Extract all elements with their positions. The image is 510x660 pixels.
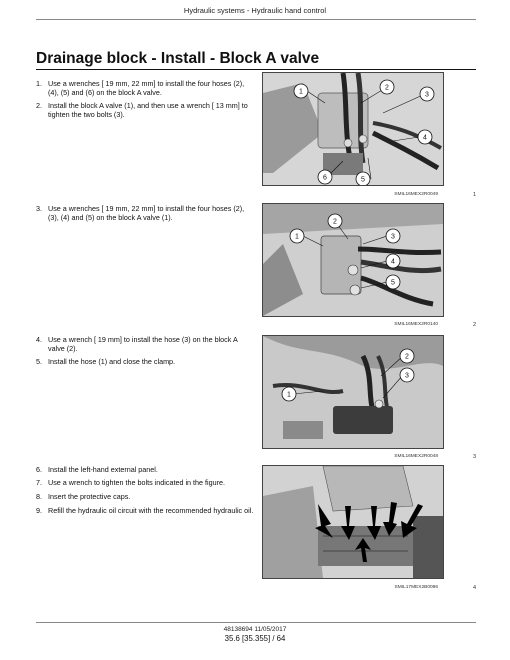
figure-ref: SMIL16MEX2R0140 [394, 322, 438, 327]
figure-ref: SMIL16MEX2R0049 [394, 192, 438, 197]
step-text: Use a wrench to tighten the bolts indicated in the figure. [48, 478, 225, 487]
step-text: Use a wrenches [ 19 mm, 22 mm] to install the four hoses (2), (3), (4) and (5) on the block A valve (1). [48, 204, 245, 223]
callout-label: 3 [391, 233, 395, 241]
figure-number: 3 [472, 454, 476, 460]
section-title: Drainage block - Install - Block A valve [36, 50, 320, 67]
callout-label: 3 [405, 372, 409, 380]
callout-label: 1 [287, 391, 291, 399]
header-rule [36, 19, 476, 20]
callout-label: 5 [361, 176, 365, 184]
step-text: Refill the hydraulic oil circuit with the recommended hydraulic oil. [48, 506, 254, 515]
callout-label: 3 [425, 91, 429, 99]
step-number: 6. [36, 465, 42, 474]
callout-label: 6 [323, 174, 327, 182]
step-number: 2. [36, 101, 42, 110]
step-text: Install the left-hand external panel. [48, 465, 158, 474]
step-number: 8. [36, 492, 42, 501]
step-text: Use a wrench [ 19 mm] to install the hose (3) on the block A valve (2). [48, 335, 238, 354]
figure-number: 4 [472, 585, 476, 591]
step-number: 9. [36, 506, 42, 515]
callout-label: 5 [391, 279, 395, 287]
figure-2-photo [262, 203, 444, 317]
step-number: 5. [36, 357, 42, 366]
step-text: Install the hose (1) and close the clamp. [48, 357, 176, 366]
figure-number: 1 [472, 192, 476, 198]
title-rule [36, 69, 476, 70]
step-text: Use a wrenches [ 19 mm, 22 mm] to install the four hoses (2), (4), (5) and (6) on the block A valve. [48, 79, 245, 98]
footer-page-number: 35.6 [35.355] / 64 [224, 634, 286, 643]
callout-label: 2 [405, 353, 409, 361]
step-text: Install the block A valve (1), and then use a wrench [ 13 mm] to tighten the two bolts (3). [48, 101, 248, 120]
callout-label: 1 [299, 88, 303, 96]
step-number: 4. [36, 335, 42, 344]
callout-label: 1 [295, 233, 299, 241]
figure-ref: SMIL16MEX2R0048 [394, 454, 438, 459]
figure-1-photo [262, 72, 444, 186]
running-header: Hydraulic systems - Hydraulic hand control [183, 6, 327, 15]
callout-label: 4 [391, 258, 395, 266]
callout-label: 2 [385, 84, 389, 92]
figure-number: 2 [472, 322, 476, 328]
step-number: 3. [36, 204, 42, 213]
footer-doc-id: 48138694 11/05/2017 [223, 626, 287, 633]
footer-rule [36, 622, 476, 623]
step-text: Insert the protective caps. [48, 492, 131, 501]
figure-3-photo [262, 335, 444, 449]
step-number: 1. [36, 79, 42, 88]
callout-label: 4 [423, 134, 427, 142]
figure-4-photo [262, 465, 444, 579]
step-number: 7. [36, 478, 42, 487]
figure-ref: SMIL17MEX2B0096 [394, 585, 438, 590]
callout-label: 2 [333, 218, 337, 226]
